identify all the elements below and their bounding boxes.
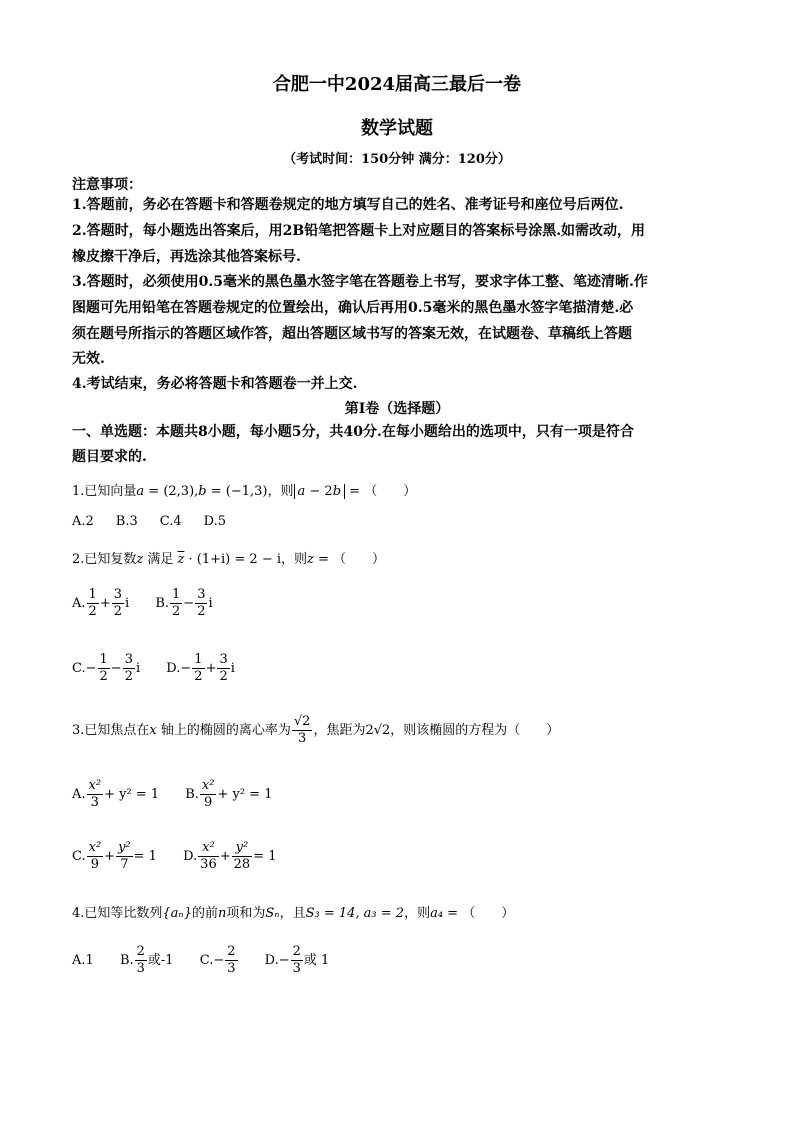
q3-option-a[interactable] — [72, 778, 159, 811]
q4-ask: ，则 — [404, 906, 431, 921]
numerator: 1 — [172, 587, 181, 602]
numerator: x² — [198, 840, 219, 857]
q4-options — [72, 944, 351, 977]
vector-b: b — [198, 484, 207, 499]
notice-line: 图题可先用铅笔在答题卷规定的位置绘出，确认后再用0.5毫米的黑色墨水签字笔描清楚.必 — [72, 300, 634, 316]
q2-option-a[interactable] — [72, 587, 129, 620]
fraction — [170, 587, 182, 620]
q2-option-d[interactable] — [166, 652, 235, 685]
numerator: y² — [118, 840, 131, 855]
q1-options — [72, 514, 248, 529]
numerator: 1 — [88, 587, 97, 602]
q3-option-c[interactable] — [72, 840, 157, 873]
option-label: B. — [155, 596, 169, 611]
q1-tail: = （ ） — [345, 484, 417, 499]
q1-ask: ，则 — [267, 484, 294, 499]
question-3 — [72, 714, 559, 747]
fraction — [198, 840, 219, 873]
numerator: 1 — [99, 652, 108, 667]
denominator: 2 — [99, 669, 108, 684]
denominator: 2 — [197, 604, 206, 619]
q2-prefix: 2.已知复数 — [72, 552, 137, 567]
denominator: 3 — [136, 961, 145, 976]
q4-tail: = （ ） — [443, 906, 515, 921]
numerator: 3 — [219, 652, 228, 667]
q3-prefix: 3.已知焦点在 — [72, 723, 150, 738]
vector-a: a — [136, 484, 145, 499]
var-z-2: z — [307, 552, 314, 567]
fraction — [195, 587, 207, 620]
denominator: 3 — [90, 795, 99, 810]
q4-option-d[interactable] — [265, 944, 330, 977]
axis-x: x — [149, 723, 157, 738]
denominator: 3 — [227, 961, 236, 976]
q4-option-a[interactable]: A.1 — [72, 953, 94, 968]
option-label: A. — [72, 787, 86, 802]
denominator: 2 — [88, 604, 97, 619]
numerator: 3 — [124, 652, 133, 667]
notice-line: 3.答题时，必须使用0.5毫米的黑色墨水签字笔在答题卷上书写，要求字体工整、笔迹清晰.作 — [72, 274, 648, 290]
option-label: B. — [185, 787, 199, 802]
imaginary-unit: i — [230, 661, 235, 676]
option-label: D. — [183, 849, 198, 864]
notice-line: 须在题号所指示的答题区域作答，超出答题区域书写的答案无效，在试题卷、草稿纸上答题 — [72, 326, 632, 342]
numerator: x² — [88, 778, 102, 793]
fraction — [87, 840, 104, 873]
notice-line: 无效. — [72, 351, 105, 367]
numerator: 2 — [227, 944, 236, 959]
imaginary-unit: i — [125, 596, 130, 611]
denominator: 3 — [292, 961, 301, 976]
q3-mid: 轴上的椭圆的离心率为 — [156, 723, 291, 738]
exam-title: 合肥一中2024届高三最后一卷 — [272, 74, 522, 95]
section-instruction: 题目要求的. — [72, 449, 147, 465]
vector-b-value: = (−1,3) — [206, 484, 268, 499]
q1-prefix: 1.已知向量 — [72, 484, 137, 499]
numerator: 2 — [292, 944, 301, 959]
expr-a: a — [297, 484, 306, 499]
sequence: {aₙ} — [162, 906, 192, 921]
equation-rest: + y² = 1 — [104, 787, 160, 802]
question-2 — [72, 548, 385, 567]
denominator: 2 — [172, 604, 181, 619]
denominator: 2 — [194, 669, 203, 684]
option-label: D.− — [166, 661, 192, 676]
var-z: z — [136, 552, 144, 567]
operator: + — [104, 849, 116, 864]
denominator: 2 — [113, 604, 122, 619]
fraction — [87, 778, 104, 811]
question-1 — [72, 480, 416, 499]
equation-rest: = 1 — [253, 849, 277, 864]
option-label: C.− — [199, 953, 225, 968]
exam-info: （考试时间：150分钟 满分：120分） — [283, 152, 511, 167]
denominator: 3 — [298, 731, 307, 746]
option-suffix: 或 1 — [303, 953, 330, 968]
q4-mid: 的前 — [191, 906, 218, 921]
subject-title: 数学试题 — [361, 118, 433, 139]
q4-mid2: 项和为 — [226, 906, 266, 921]
numerator: 2 — [136, 944, 145, 959]
imaginary-unit: i — [135, 661, 141, 676]
fraction — [112, 587, 124, 620]
fraction — [135, 944, 147, 977]
q2-equation: · (1+i) = 2 − i — [184, 552, 281, 567]
z-conjugate: $\overline{z}$ — [177, 552, 185, 567]
numerator: 1 — [194, 652, 203, 667]
q4-option-b[interactable] — [120, 944, 174, 977]
q4-option-c[interactable] — [200, 944, 239, 977]
q3-option-d[interactable] — [183, 840, 276, 873]
fraction — [232, 840, 253, 873]
q2-mid: 满足 — [143, 552, 178, 567]
fraction — [200, 778, 217, 811]
q2-ask: ，则 — [281, 552, 308, 567]
notice-line: 4.考试结束，务必将答题卡和答题卷一并上交. — [72, 376, 358, 392]
q4-prefix: 4.已知等比数列 — [72, 906, 163, 921]
fraction — [116, 840, 133, 873]
numerator: x² — [201, 778, 215, 793]
eccentricity-fraction — [292, 714, 313, 747]
numerator: x² — [88, 840, 102, 855]
option-label: C. — [72, 849, 86, 864]
q1-option-c[interactable]: C.4 — [159, 514, 182, 529]
denominator: 2 — [219, 669, 228, 684]
q2-options-row1 — [72, 587, 235, 620]
question-4 — [72, 902, 514, 921]
q1-option-a[interactable]: A.2 — [72, 514, 94, 529]
numerator: 3 — [197, 587, 206, 602]
notice-line: 2.答题时，每小题选出答案后，用2B铅笔把答题卡上对应题目的答案标号涂黑.如需改动，用 — [72, 223, 646, 239]
abs-expression — [294, 484, 346, 499]
var-n: n — [217, 906, 227, 921]
condition: S₃ = 14, a₃ = 2 — [305, 906, 405, 921]
operator: − — [110, 661, 122, 676]
denominator: 2 — [124, 669, 133, 684]
fraction — [291, 944, 303, 977]
q2-option-c[interactable] — [72, 652, 140, 685]
fraction — [225, 944, 237, 977]
target-term: a₄ — [430, 906, 444, 921]
option-label: D.− — [264, 953, 290, 968]
option-suffix: 或-1 — [147, 953, 174, 968]
option-label: A. — [72, 596, 86, 611]
expr-minus: − 2 — [305, 484, 333, 499]
section-instruction: 一、单选题：本题共8小题，每小题5分，共40分.在每小题给出的选项中，只有一项是符合 — [72, 424, 634, 440]
numerator: 3 — [113, 587, 122, 602]
fraction — [217, 652, 229, 685]
fraction — [192, 652, 204, 685]
numerator: √2 — [293, 714, 311, 729]
focal-length: 2√2 — [365, 723, 391, 738]
option-label: C.− — [72, 661, 97, 676]
q3-option-b[interactable] — [185, 778, 272, 811]
denominator: 9 — [204, 795, 213, 810]
operator: + — [205, 661, 217, 676]
option-label: B. — [119, 953, 134, 968]
operator: + — [99, 596, 111, 611]
numerator: y² — [232, 840, 253, 857]
q2-tail: = （ ） — [313, 552, 386, 567]
fraction — [87, 587, 99, 620]
denominator: 7 — [120, 857, 129, 872]
notice-line: 1.答题前，务必在答题卡和答题卷规定的地方填写自己的姓名、准考证号和座位号后两位. — [72, 197, 624, 213]
vector-a-value: = (2,3), — [144, 484, 199, 499]
q1-option-b[interactable]: B.3 — [115, 514, 138, 529]
q2-options-row2 — [72, 652, 257, 685]
notice-heading: 注意事项： — [72, 177, 142, 193]
q1-option-d[interactable]: D.5 — [203, 514, 227, 529]
equation-rest: + y² = 1 — [217, 787, 273, 802]
fraction — [98, 652, 110, 685]
q3-options-row1 — [72, 778, 294, 811]
partial-sum: Sₙ — [265, 906, 280, 921]
part1-title: 第Ⅰ卷（选择题） — [344, 401, 450, 417]
q4-mid3: ，且 — [279, 906, 306, 921]
fraction — [123, 652, 135, 685]
q3-options-row2 — [72, 840, 298, 873]
q2-option-b[interactable] — [155, 587, 212, 620]
operator: + — [219, 849, 231, 864]
q3-tail: ，则该椭圆的方程为（ ） — [390, 723, 560, 738]
imaginary-unit: i — [208, 596, 213, 611]
q3-mid2: ，焦距为 — [313, 723, 366, 738]
expr-b: b — [332, 484, 342, 499]
denominator: 9 — [90, 857, 100, 872]
equation-rest: = 1 — [133, 849, 157, 864]
denominator: 28 — [233, 857, 251, 872]
denominator: 36 — [200, 857, 217, 872]
operator: − — [183, 596, 195, 611]
notice-line: 橡皮擦干净后，再选涂其他答案标号. — [72, 249, 301, 265]
